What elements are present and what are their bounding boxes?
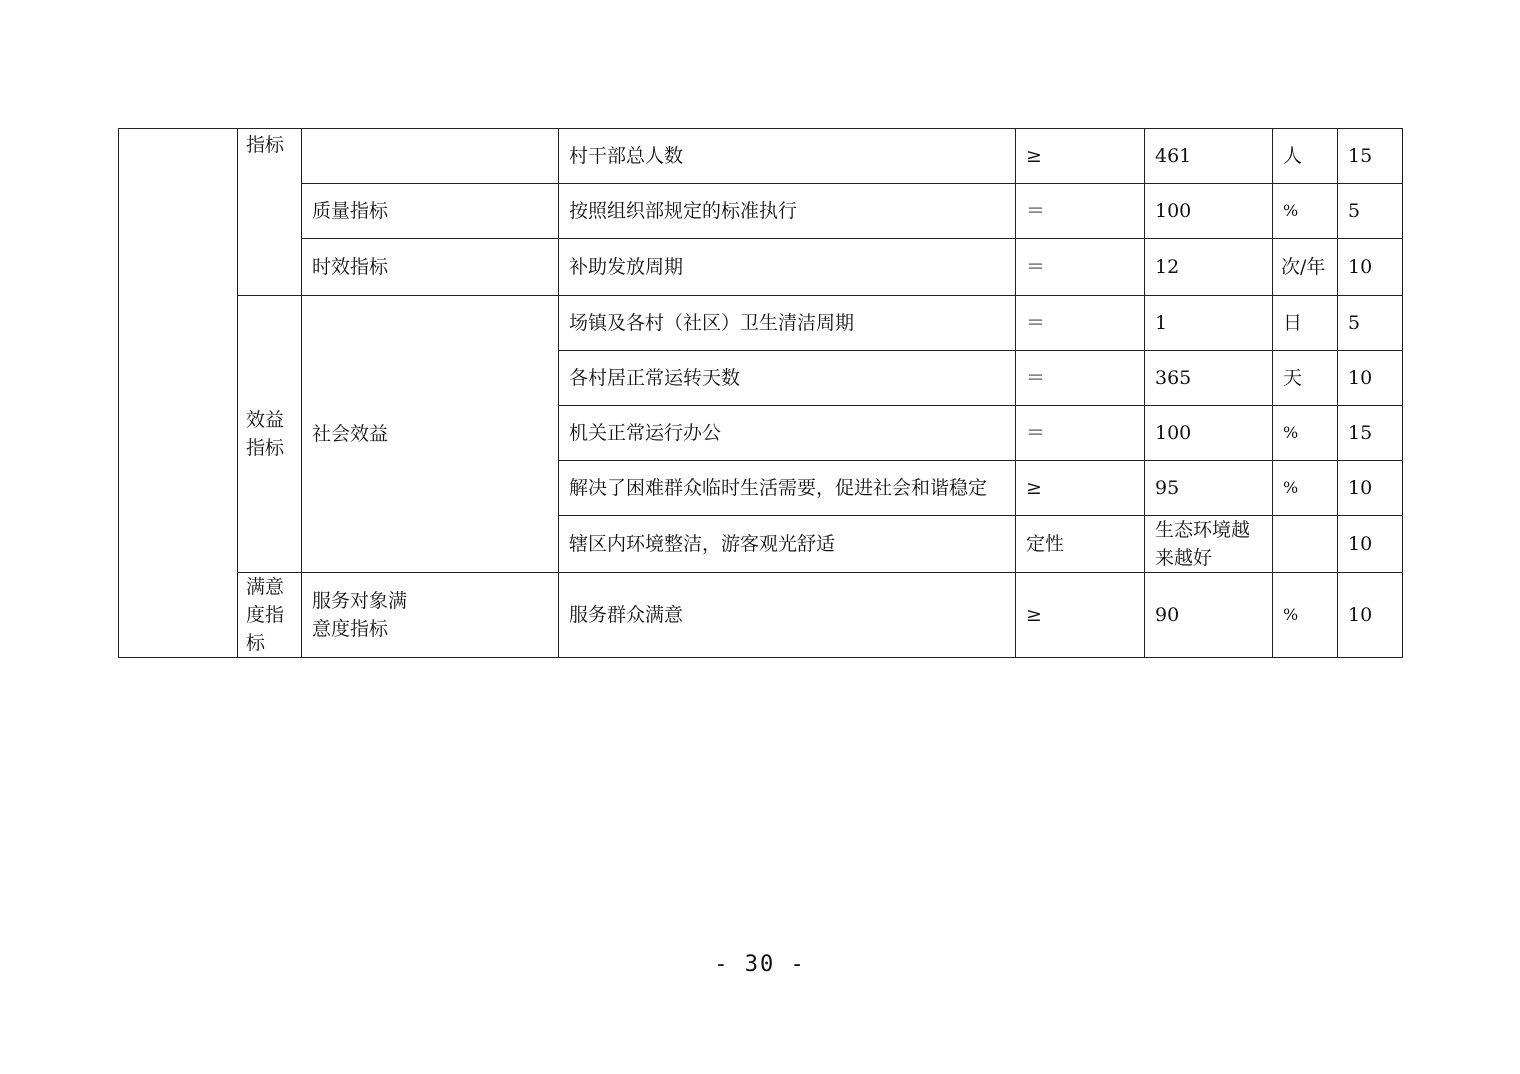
value-cell: 1 (1145, 296, 1273, 351)
indicator-name-cell: 各村居正常运转天数 (559, 351, 1016, 406)
page-number: - 30 - (714, 952, 806, 977)
unit-text: 次/年 (1281, 256, 1326, 278)
satisfaction-level3-text: 服务对象满意度指标 (312, 590, 408, 640)
operator-cell: ＝ (1016, 296, 1145, 351)
unit-cell: % (1273, 406, 1338, 461)
satisfaction-level3-cell (302, 573, 559, 658)
value-cell: 95 (1145, 461, 1273, 516)
indicator-name-cell: 场镇及各村（社区）卫生清洁周期 (559, 296, 1016, 351)
unit-cell: 天 (1273, 351, 1338, 406)
indicator-name-cell: 辖区内环境整洁，游客观光舒适 (559, 516, 1016, 573)
value-cell: 90 (1145, 573, 1273, 658)
table-row (119, 296, 1403, 351)
unit-cell: 日 (1273, 296, 1338, 351)
benefit-level2-text: 效益指标 (246, 409, 285, 459)
indicator-name-cell: 解决了困难群众临时生活需要，促进社会和谐稳定 (559, 461, 1016, 516)
score-cell: 5 (1338, 296, 1403, 351)
operator-cell: ＝ (1016, 351, 1145, 406)
unit-cell (1273, 239, 1338, 296)
level3-cell (302, 129, 559, 184)
operator-cell: 定性 (1016, 516, 1145, 573)
benefit-level3-cell: 社会效益 (302, 296, 559, 573)
indicator-name-cell: 补助发放周期 (559, 239, 1016, 296)
operator-cell: ＝ (1016, 239, 1145, 296)
score-cell: 10 (1338, 461, 1403, 516)
value-cell: 100 (1145, 406, 1273, 461)
indicator-name-cell: 机关正常运行办公 (559, 406, 1016, 461)
unit-cell: % (1273, 461, 1338, 516)
indicator-name-cell: 村干部总人数 (559, 129, 1016, 184)
table-row (119, 129, 1403, 184)
score-cell: 15 (1338, 406, 1403, 461)
score-cell: 10 (1338, 516, 1403, 573)
value-cell: 461 (1145, 129, 1273, 184)
operator-cell: ＝ (1016, 406, 1145, 461)
level1-cell (119, 129, 238, 658)
performance-indicator-table (118, 128, 1403, 658)
score-cell: 10 (1338, 239, 1403, 296)
score-cell: 15 (1338, 129, 1403, 184)
unit-cell (1273, 516, 1338, 573)
score-cell: 10 (1338, 573, 1403, 658)
level3-cell: 质量指标 (302, 184, 559, 239)
operator-cell: ≥ (1016, 461, 1145, 516)
satisfaction-level2-text: 满意度指标 (246, 576, 285, 654)
score-cell: 5 (1338, 184, 1403, 239)
unit-cell: 人 (1273, 129, 1338, 184)
indicator-name-cell: 按照组织部规定的标准执行 (559, 184, 1016, 239)
level3-cell: 时效指标 (302, 239, 559, 296)
value-cell: 12 (1145, 239, 1273, 296)
operator-cell: ≥ (1016, 129, 1145, 184)
score-cell: 10 (1338, 351, 1403, 406)
table-row (119, 239, 1403, 296)
table-row (119, 184, 1403, 239)
value-text: 生态环境越来越好 (1155, 519, 1251, 569)
output-indicator-cell: 指标 (238, 129, 302, 296)
satisfaction-level2-cell (238, 573, 302, 658)
unit-cell: % (1273, 573, 1338, 658)
indicator-name-cell: 服务群众满意 (559, 573, 1016, 658)
unit-cell: % (1273, 184, 1338, 239)
value-cell (1145, 516, 1273, 573)
benefit-level2-cell (238, 296, 302, 573)
table-row (119, 573, 1403, 658)
operator-cell: ≥ (1016, 573, 1145, 658)
value-cell: 100 (1145, 184, 1273, 239)
operator-cell: ＝ (1016, 184, 1145, 239)
value-cell: 365 (1145, 351, 1273, 406)
